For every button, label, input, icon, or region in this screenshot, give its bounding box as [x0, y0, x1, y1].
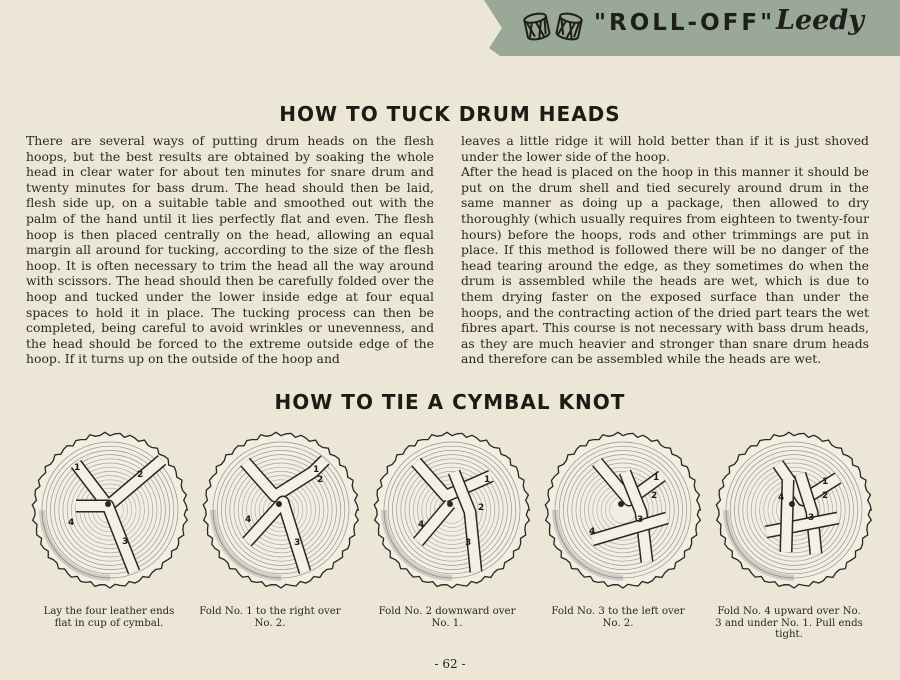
step-caption: Fold No. 2 downward over No. 1. [378, 606, 516, 629]
cymbal-step-2 [195, 422, 367, 602]
heading-tuck-drum-heads: HOW TO TUCK DRUM HEADS [279, 102, 621, 126]
cymbal-step-3 [366, 422, 538, 602]
step-caption: Fold No. 3 to the left over No. 2. [551, 606, 685, 629]
strap-number-label: 3 [122, 537, 129, 547]
text-column-right [461, 133, 869, 367]
strap-number-label: 3 [294, 538, 301, 548]
cymbal-step-5 [708, 422, 880, 602]
strap-number-label: 4 [68, 518, 75, 528]
drum-icon [521, 9, 585, 45]
strap-number-label: 4 [778, 493, 785, 503]
strap-number-label: 2 [317, 475, 324, 485]
cymbal-illustration [537, 422, 709, 602]
strap-number-label: 2 [822, 491, 829, 501]
strap-number-label: 4 [245, 515, 252, 525]
heading-cymbal-knot: HOW TO TIE A CYMBAL KNOT [274, 390, 626, 414]
paragraph: After the head is placed on the hoop in this manner it should be put on the drum shell and tied securely around drum in the same manner as doing up a package, then allowed to dry thoroughly (which usually requires from eighteen to twenty-four hours) before the hoops, rods and other trimmings are put in place. If this method is followed there will be no danger of the head tearing around the edge, as they sometimes do when the drum is assembled while the heads are wet, which is due to them drying faster on the exposed surface than under the hoops, and the contracting action of the dried part tears the wet fibres apart. This course is not necessary with bass drum heads, as they are much heavier and stronger than snare drum heads and therefore can be assembled while the heads are wet. [461, 164, 869, 367]
strap-number-label: 3 [637, 515, 644, 525]
brand-logo: Leedy [776, 5, 864, 36]
page-number: - 62 - [434, 657, 466, 671]
step-caption: Fold No. 4 upward over No. 3 and under No. 1. Pull ends tight. [715, 606, 863, 640]
strap-number-label: 1 [822, 477, 829, 487]
cymbal-illustration [195, 422, 367, 602]
step-caption: Fold No. 1 to the right over No. 2. [199, 606, 341, 629]
strap-number-label: 1 [313, 465, 320, 475]
cymbal-step-4 [537, 422, 709, 602]
step-caption: Lay the four leather ends flat in cup of cymbal. [43, 606, 175, 629]
banner-title: "ROLL-OFF" [594, 10, 776, 36]
strap-number-label: 4 [589, 527, 596, 537]
paragraph: leaves a little ridge it will hold better than if it is just shoved under the lower side of the hoop. [461, 133, 869, 164]
cymbal-illustration [366, 422, 538, 602]
cymbal-illustration [24, 422, 196, 602]
strap-number-label: 2 [478, 503, 485, 513]
strap-number-label: 1 [484, 475, 491, 485]
strap-number-label: 2 [137, 470, 144, 480]
strap-number-label: 1 [653, 473, 660, 483]
paragraph: There are several ways of putting drum heads on the flesh hoops, but the best results are obtained by soaking the whole head in clear water for about ten minutes for snare drum and twenty minutes for bass drum. The head should then be laid, flesh side up, on a suitable table and smoothed out with the palm of the hand until it lies perfectly flat and even. The flesh hoop is then placed centrally on the head, allowing an equal margin all around for tucking, according to the size of the flesh hoop. It is often necessary to trim the head all the way around with scissors. The head should then be carefully folded over the hoop and tucked under the lower inside edge at four equal spaces to hold it in place. The tucking process can then be completed, being careful to avoid wrinkles or unevenness, and the head should be forced to the extreme outside edge of the hoop. If it turns up on the outside of the hoop and [26, 133, 434, 367]
strap-number-label: 1 [74, 463, 81, 473]
cymbal-step-1 [24, 422, 196, 602]
header-banner [424, 0, 900, 56]
strap-number-label: 3 [808, 513, 815, 523]
strap-number-label: 4 [418, 520, 425, 530]
strap-number-label: 2 [651, 491, 658, 501]
strap-number-label: 3 [465, 538, 472, 548]
text-column-left [26, 133, 434, 367]
cymbal-illustration [708, 422, 880, 602]
